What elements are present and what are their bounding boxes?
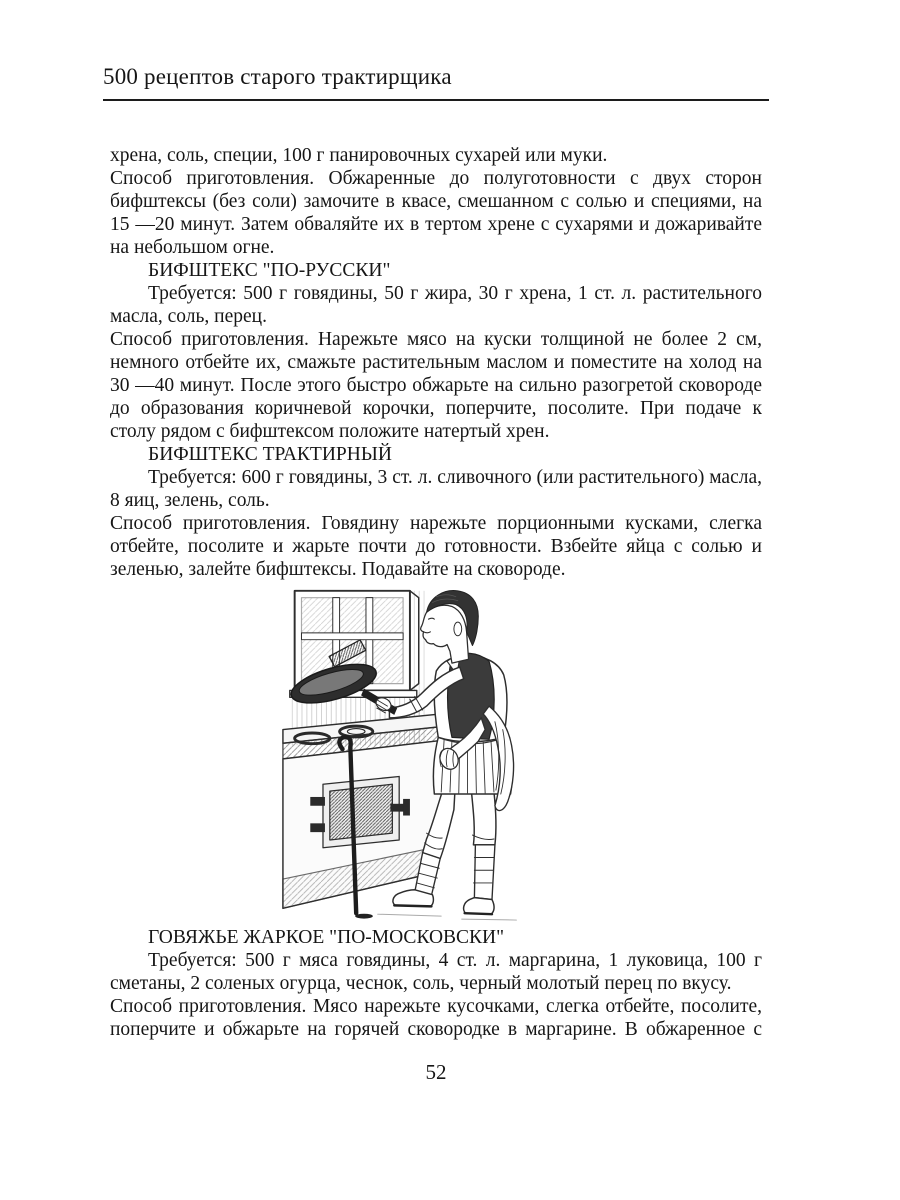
paragraph-method: Способ приготовления. Обжаренные до полуготовности с двух сторон бифштексы (без соли) замочите в квасе, смешанном с солью и специями, на 15 —20 минут. Затем обваляйте их в тертом хрене с сухарями и дожаривайте на небольшом огне. [110, 168, 762, 258]
page-header [103, 62, 769, 101]
recipe-title-govyazhye-zharkoe: ГОВЯЖЬЕ ЖАРКОЕ "ПО-МОСКОВСКИ" [148, 927, 505, 948]
paragraph-method: Способ приготовления. Мясо нарежьте кусочками, слегка отбейте, посолите, поперчите и обжарьте на горячей сковородке в маргарине. В обжаренное с [110, 996, 762, 1040]
paragraph-ingredients: Требуется: 500 г говядины, 50 г жира, 30 г хрена, 1 ст. л. растительного масла, соль, перец. [110, 283, 762, 327]
illustration-figure [280, 583, 534, 923]
paragraph-ingredients: Требуется: 600 г говядины, 3 ст. л. сливочного (или растительного) масла, 8 яиц, зелень, соль. [110, 467, 762, 511]
text-column [110, 144, 762, 1041]
paragraph-ingredients: Требуется: 500 г мяса говядины, 4 ст. л. маргарина, 1 луковица, 100 г сметаны, 2 соленых огурца, чеснок, соль, черный молотый перец по вкусу. [110, 950, 762, 994]
book-title: 500 рецептов старого трактирщика [103, 64, 452, 89]
paragraph-method: Способ приготовления. Говядину нарежьте порционными кусками, слегка отбейте, посолите и жарьте почти до готовности. Взбейте яйца с солью и зеленью, залейте бифштексы. Подавайте на сковороде. [110, 513, 762, 580]
paragraph-continuation: хрена, соль, специи, 100 г панировочных сухарей или муки. [110, 145, 608, 166]
floor-line [378, 914, 517, 920]
recipe-title-bifshteks-traktirny: БИФШТЕКС ТРАКТИРНЫЙ [148, 444, 392, 465]
illustration-cook-at-stove [280, 583, 534, 923]
paragraph-method: Способ приготовления. Нарежьте мясо на куски толщиной не более 2 см, немного отбейте их, смажьте растительным маслом и поместите на холод на 30 —40 минут. После этого быстро обжарьте на сильно разогретой сковороде до образования коричневой корочки, поперчите, посолите. При подаче к столу рядом с бифштексом положите натертый хрен. [110, 329, 762, 442]
recipe-title-bifshteks-po-russki: БИФШТЕКС "ПО-РУССКИ" [148, 260, 391, 281]
page-number: 52 [425, 1060, 447, 1084]
